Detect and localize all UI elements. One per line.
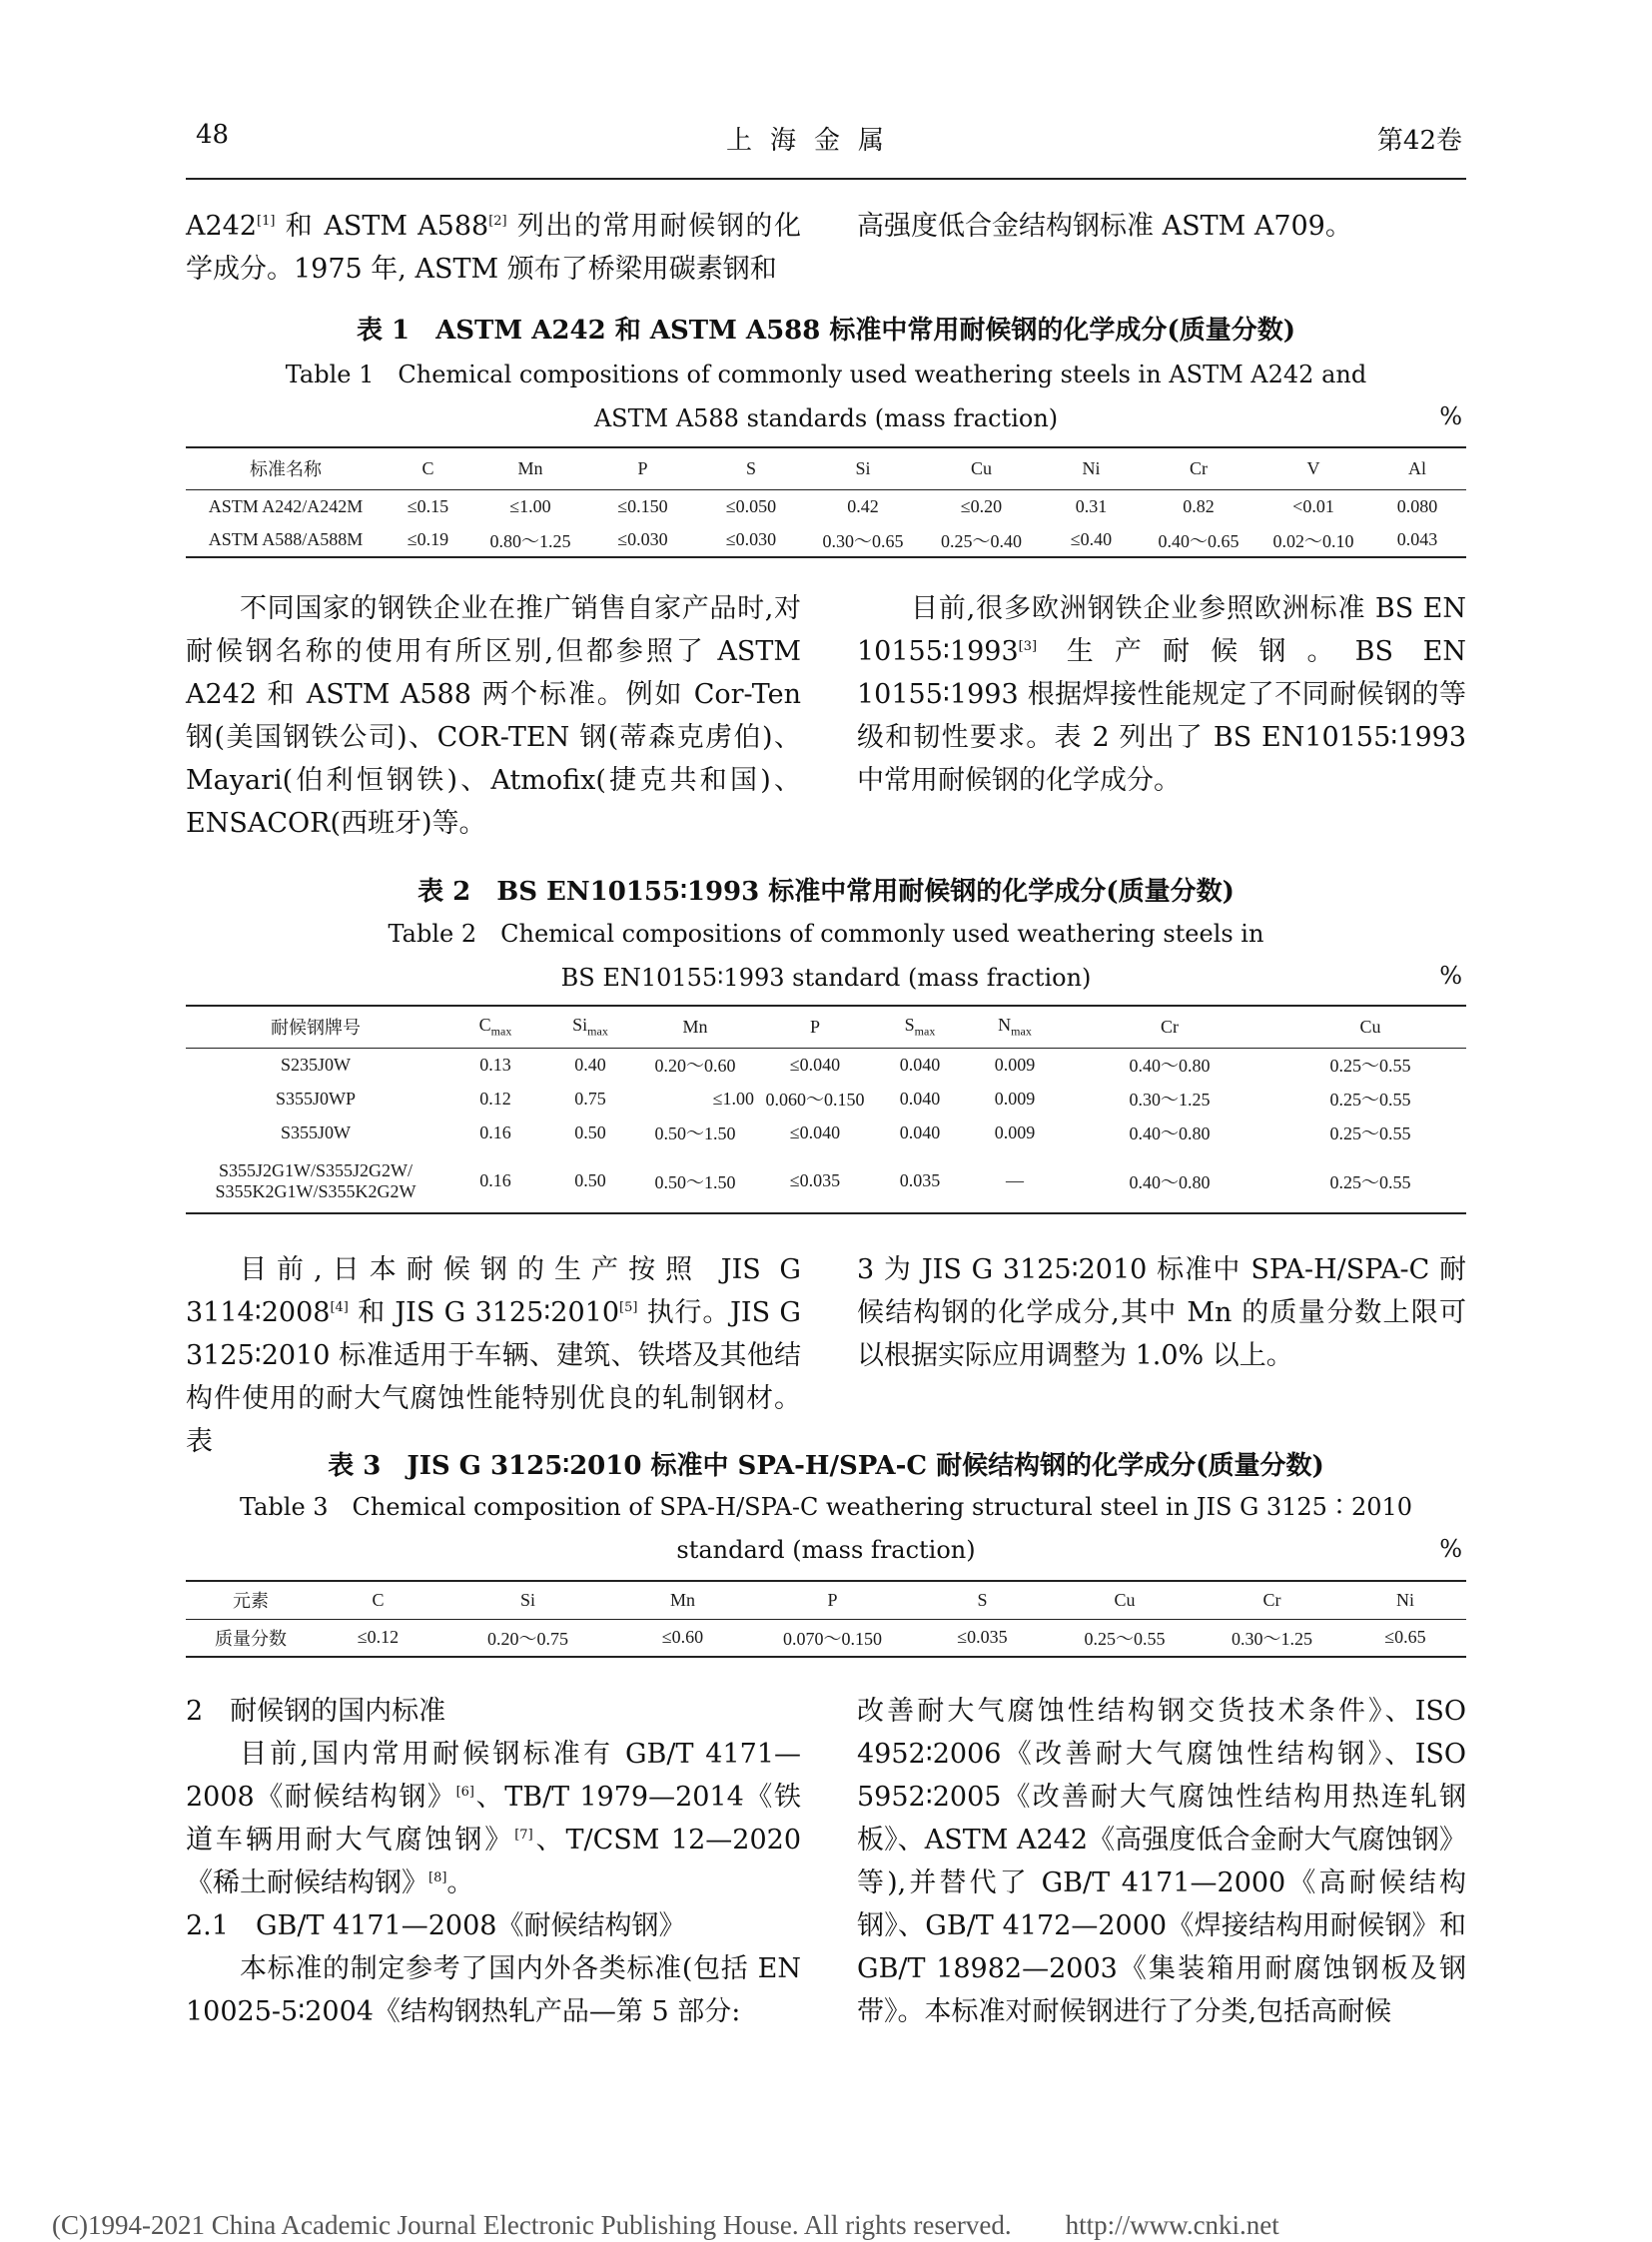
table3-caption-en-1: Table 3 Chemical composition of SPA-H/SPA-C weathering structural steel in JIS G 3125∶2010 <box>239 1493 1413 1521</box>
table-cell: 0.25～0.55 <box>1084 1628 1166 1649</box>
table-cell: 0.50 <box>574 1170 606 1190</box>
table-cell: 0.30～1.25 <box>1232 1628 1312 1649</box>
table-cell: ≤1.00 <box>509 495 551 516</box>
table-cell: 0.20～0.75 <box>487 1628 568 1649</box>
table3-caption-zh: 表 3 JIS G 3125∶2010 标准中 SPA-H/SPA-C 耐候结构钢的化学成分(质量分数) <box>328 1451 1324 1481</box>
table-cell: ≤0.65 <box>1384 1627 1426 1648</box>
table-cell: 0.25～0.55 <box>1329 1123 1411 1143</box>
table-cell: <0.01 <box>1292 495 1334 516</box>
table-cell: 0.009 <box>994 1088 1036 1109</box>
table2-header: $Si_{max}$ <box>572 1014 608 1039</box>
table-cell: 0.040 <box>899 1121 941 1142</box>
table-cell: 0.40～0.80 <box>1129 1123 1211 1143</box>
table-cell: 0.30～0.65 <box>822 530 904 551</box>
table-cell: 0.40～0.80 <box>1129 1056 1211 1077</box>
table-cell: 0.50～1.50 <box>654 1171 736 1192</box>
table2-header: 耐候钢牌号 <box>271 1018 361 1039</box>
table1-caption-en-1: Table 1 Chemical compositions of commonly used weathering steels in ASTM A242 and <box>285 361 1367 388</box>
citation[interactable]: [3] <box>1018 639 1038 654</box>
section-2-left: 2 耐候钢的国内标准 目前,国内常用耐候钢标准有 GB/T 4171—2008《耐候结构钢》[6]、TB/T 1979—2014《铁道车辆用耐大气腐蚀钢》[7]、T/CSM 12—2020《稀土耐候结构钢》[8]。 2.1 GB/T 4171—2008《耐候结构钢》 本标准的制定参考了国内外各类标准(包括 EN 10025-5∶2004《结构钢热轧产品—第 5 部分: <box>186 1690 801 2033</box>
citation[interactable]: [7] <box>514 1828 533 1843</box>
table-cell: 0.009 <box>994 1121 1036 1142</box>
table-cell: 0.20～0.60 <box>654 1056 736 1077</box>
table-cell: 0.16 <box>479 1121 511 1142</box>
table-cell: 0.009 <box>994 1054 1036 1075</box>
table1-header: Ni <box>1082 457 1101 478</box>
table1-header: P <box>637 457 648 478</box>
table-cell: 0.50 <box>574 1121 606 1142</box>
table2-header: $C_{max}$ <box>478 1014 512 1039</box>
table-row <box>186 1149 1466 1213</box>
table-cell: ≤0.12 <box>357 1627 400 1648</box>
volume-label: 第42卷 <box>1376 126 1462 156</box>
table-cell: 0.080 <box>1396 495 1438 516</box>
table3 <box>186 1580 1466 1658</box>
table-cell: ≤0.035 <box>957 1627 1008 1648</box>
table-row <box>186 489 1466 523</box>
table3-header: Mn <box>669 1589 695 1610</box>
table1-header: Cr <box>1190 457 1208 478</box>
table1-caption-zh: 表 1 ASTM A242 和 ASTM A588 标准中常用耐候钢的化学成分(质量分数) <box>356 316 1296 346</box>
table-cell: 0.82 <box>1183 495 1215 516</box>
table1-header: S <box>745 457 756 478</box>
table-cell: 0.070～0.150 <box>783 1628 882 1649</box>
table-cell: 0.40～0.65 <box>1158 530 1239 551</box>
table-cell: ≤0.19 <box>407 529 449 549</box>
paragraph-japan-continued: 3 为 JIS G 3125∶2010 标准中 SPA-H/SPA-C 耐候结构钢的化学成分,其中 Mn 的质量分数上限可以根据实际应用调整为 1.0% 以上。 <box>857 1254 1466 1371</box>
table-row <box>186 523 1466 557</box>
section-2-right: 改善耐大气腐蚀性结构钢交货技术条件》、ISO 4952∶2006《改善耐大气腐蚀性结构钢》、ISO 5952∶2005《改善耐大气腐蚀性结构用热连轧钢板》、ASTM A242《高强度低合金耐大气腐蚀钢》等),并替代了 GB/T 4171—2000《高耐候结构钢》、GB/T 4172—2000《焊接结构用耐候钢》和 GB/T 18982—2003《集装箱用耐腐蚀钢板及钢带》。本标准对耐候钢进行了分类,包括高耐候 <box>857 1696 1466 2027</box>
copyright-footer: (C)1994-2021 China Academic Journal Electronic Publishing House. All rights reserved. http://www.cnki.net <box>52 2210 1279 2240</box>
table-cell: ≤0.20 <box>960 495 1003 516</box>
table-cell: 0.02～0.10 <box>1272 530 1354 551</box>
page-number: 48 <box>196 120 230 150</box>
table-cell: ≤0.60 <box>661 1627 704 1648</box>
table-cell: ≤1.00 <box>712 1088 754 1109</box>
table-cell: 0.25～0.55 <box>1329 1171 1411 1192</box>
intro-paragraph-right: 高强度低合金结构钢标准 ASTM A709。 <box>857 211 1352 242</box>
table3-unit: % <box>1439 1535 1462 1563</box>
paragraph-brands: 不同国家的钢铁企业在推广销售自家产品时,对耐候钢名称的使用有所区别,但都参照了 ASTM A242 和 ASTM A588 两个标准。例如 Cor-Ten 钢(美国钢铁公司)、COR-TEN 钢(蒂森克虏伯)、Mayari(伯利恒钢铁)、Atmofix(捷克共和国)、ENSACOR(西班牙)等。 <box>186 593 801 839</box>
table-cell: 0.31 <box>1075 495 1108 516</box>
table-cell: 0.40 <box>574 1054 606 1075</box>
table3-header: S <box>977 1589 988 1610</box>
table3-header: Cr <box>1262 1589 1281 1610</box>
table3-header: Cu <box>1114 1589 1136 1610</box>
table-cell: S355J2G1W/S355J2G2W/ S355K2G1W/S355K2G2W <box>215 1159 416 1201</box>
table-cell: ≤0.050 <box>725 495 777 516</box>
table3-header-row <box>186 1581 1466 1619</box>
table1-header-row <box>186 447 1466 489</box>
table-cell: ≤0.030 <box>617 529 668 549</box>
section-heading: 2 耐候钢的国内标准 <box>186 1696 446 1727</box>
table2-unit: % <box>1439 962 1462 990</box>
table1-caption-en-2: ASTM A588 standards (mass fraction) <box>593 404 1059 432</box>
table1-unit: % <box>1439 402 1462 430</box>
table1-header: Al <box>1408 457 1426 478</box>
table-cell: ≤0.40 <box>1070 529 1113 549</box>
table-cell: ≤0.035 <box>789 1170 841 1190</box>
table-cell: 0.13 <box>479 1054 511 1075</box>
citation[interactable]: [8] <box>428 1870 447 1885</box>
citation[interactable]: [5] <box>619 1300 638 1315</box>
table-cell: 0.50～1.50 <box>654 1123 736 1143</box>
table2-header: $N_{max}$ <box>998 1014 1032 1039</box>
citation[interactable]: [4] <box>330 1300 349 1315</box>
header-rule <box>186 178 1466 180</box>
table2 <box>186 1005 1466 1214</box>
table2-header-row <box>186 1006 1466 1048</box>
table1-header: V <box>1306 457 1320 478</box>
table2-caption-zh: 表 2 BS EN10155∶1993 标准中常用耐候钢的化学成分(质量分数) <box>417 877 1235 907</box>
table2-caption-en-2: BS EN10155∶1993 standard (mass fraction) <box>560 964 1092 992</box>
table2-header: $S_{max}$ <box>904 1014 936 1039</box>
table1-header: Mn <box>517 457 543 478</box>
table-cell: — <box>1006 1170 1024 1190</box>
table3-header: 元素 <box>233 1591 269 1612</box>
table-cell: 0.25～0.55 <box>1329 1090 1411 1110</box>
table3-header: P <box>827 1589 838 1610</box>
subsection-heading: 2.1 GB/T 4171—2008《耐候结构钢》 <box>186 1910 686 1941</box>
table-cell: ≤0.040 <box>789 1121 841 1142</box>
table1 <box>186 446 1466 558</box>
table-cell: 0.060～0.150 <box>765 1090 865 1110</box>
table-cell: 0.16 <box>479 1170 511 1190</box>
table3-header: Ni <box>1396 1589 1414 1610</box>
table-cell: 0.25～0.55 <box>1329 1056 1411 1077</box>
citation[interactable]: [6] <box>455 1785 474 1800</box>
table1-header: Cu <box>970 457 992 478</box>
table-cell: 0.035 <box>899 1170 941 1190</box>
table2-header: Cr <box>1161 1016 1179 1037</box>
table3-header: C <box>372 1589 385 1610</box>
table-cell: 0.25～0.40 <box>941 530 1022 551</box>
paragraph-japan: 目前,日本耐候钢的生产按照 JIS G 3114∶2008[4] 和 JIS G 3125∶2010[5] 执行。JIS G 3125∶2010 标准适用于车辆、建筑、铁塔及其他结构件使用的耐大气腐蚀性能特别优良的轧制钢材。表 <box>186 1254 801 1457</box>
table2-caption-en-1: Table 2 Chemical compositions of commonly used weathering steels in <box>388 920 1264 948</box>
table-cell: 0.40～0.80 <box>1129 1171 1211 1192</box>
table1-header: C <box>421 457 434 478</box>
table3-caption-en-2: standard (mass fraction) <box>676 1536 976 1564</box>
table-cell: S355J0WP <box>275 1088 356 1109</box>
intro-paragraph-left: A242[1] 和 ASTM A588[2] 列出的常用耐候钢的化学成分。1975 年, ASTM 颁布了桥梁用碳素钢和 <box>186 211 801 285</box>
table-cell: ≤0.030 <box>725 529 777 549</box>
table2-header: P <box>809 1016 820 1037</box>
table-cell: 0.040 <box>899 1088 941 1109</box>
table-cell: ASTM A242/A242M <box>208 495 364 516</box>
table2-header: Cu <box>1359 1016 1381 1037</box>
table-cell: ≤0.040 <box>789 1054 841 1075</box>
table-cell: 0.75 <box>574 1088 606 1109</box>
paragraph-europe: 目前,很多欧洲钢铁企业参照欧洲标准 BS EN 10155∶1993[3] 生产耐候钢。BS EN 10155∶1993 根据焊接性能规定了不同耐候钢的等级和韧性要求。表 2 列出了 BS EN10155∶1993 中常用耐候钢的化学成分。 <box>857 593 1466 796</box>
table3-header: Si <box>519 1589 535 1610</box>
table-row <box>186 1619 1466 1657</box>
table-cell: ≤0.15 <box>407 495 449 516</box>
table-row <box>186 1048 1466 1082</box>
table-cell: 质量分数 <box>215 1628 287 1649</box>
table1-header: 标准名称 <box>250 459 322 480</box>
citation[interactable]: [1] <box>257 214 276 229</box>
table-cell: ASTM A588/A588M <box>208 529 364 549</box>
table2-header: Mn <box>682 1016 708 1037</box>
citation[interactable]: [2] <box>488 214 507 229</box>
table-cell: 0.12 <box>479 1088 511 1109</box>
journal-title: 上海金属 <box>726 126 903 156</box>
table1-header: Si <box>855 457 871 478</box>
table-cell: S355J0W <box>280 1121 351 1142</box>
table-row <box>186 1082 1466 1116</box>
table-cell: 0.040 <box>899 1054 941 1075</box>
table-cell: 0.80～1.25 <box>489 530 571 551</box>
table-cell: 0.42 <box>847 495 879 516</box>
table-cell: 0.043 <box>1396 529 1438 549</box>
table-cell: ≤0.150 <box>617 495 668 516</box>
table-cell: S235J0W <box>280 1054 351 1075</box>
table-row <box>186 1116 1466 1149</box>
table-cell: 0.30～1.25 <box>1129 1090 1211 1110</box>
